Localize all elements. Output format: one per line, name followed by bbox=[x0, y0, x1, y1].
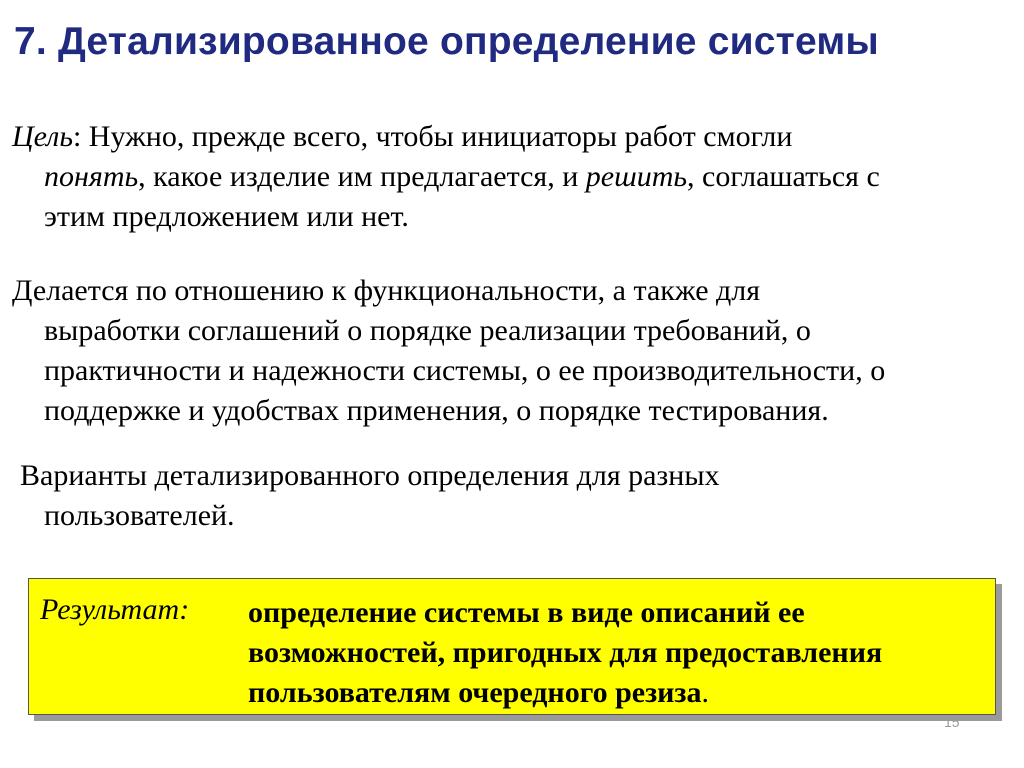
goal-emphasis-understand: понять bbox=[44, 160, 139, 193]
goal-line-2 bbox=[12, 157, 1012, 197]
goal-line-3: этим предложением или нет. bbox=[44, 200, 409, 233]
result-end-punct: . bbox=[701, 676, 709, 709]
scope-line: поддержке и удобствах применения, о порядке тестирования. bbox=[44, 394, 829, 427]
goal-line-1-text: : Нужно, прежде всего, чтобы инициаторы работ смогли bbox=[72, 120, 793, 153]
goal-paragraph bbox=[12, 117, 1012, 237]
result-callout-box bbox=[28, 578, 996, 715]
result-line: определение системы в виде описаний ее bbox=[248, 596, 805, 629]
slide-title: 7. Детализированное определение системы bbox=[14, 20, 879, 63]
scope-line: практичности и надежности системы, о ее производительности, о bbox=[44, 354, 886, 387]
goal-line-2-mid: , какое изделие им предлагается, и bbox=[138, 160, 586, 193]
goal-label: Цель bbox=[12, 120, 73, 153]
result-line: пользователям очередного резиза bbox=[248, 676, 702, 709]
variants-paragraph bbox=[20, 456, 1020, 536]
scope-line: Делается по отношению к функциональности, а также для bbox=[12, 274, 761, 307]
goal-emphasis-decide: решить bbox=[585, 160, 688, 193]
result-label: Результат: bbox=[40, 593, 190, 626]
page-number: 15 bbox=[944, 714, 960, 730]
scope-line: выработки соглашений о порядке реализации требований, о bbox=[44, 314, 811, 347]
goal-line-2-end: , соглашаться с bbox=[687, 160, 880, 193]
variants-line: пользователей. bbox=[44, 499, 235, 532]
result-text bbox=[248, 593, 988, 713]
scope-paragraph bbox=[12, 271, 1012, 431]
result-line-last bbox=[248, 673, 988, 713]
variants-line: Варианты детализированного определения для разных bbox=[20, 459, 720, 492]
goal-line-1 bbox=[12, 117, 1012, 157]
result-line: возможностей, пригодных для предоставления bbox=[248, 636, 883, 669]
